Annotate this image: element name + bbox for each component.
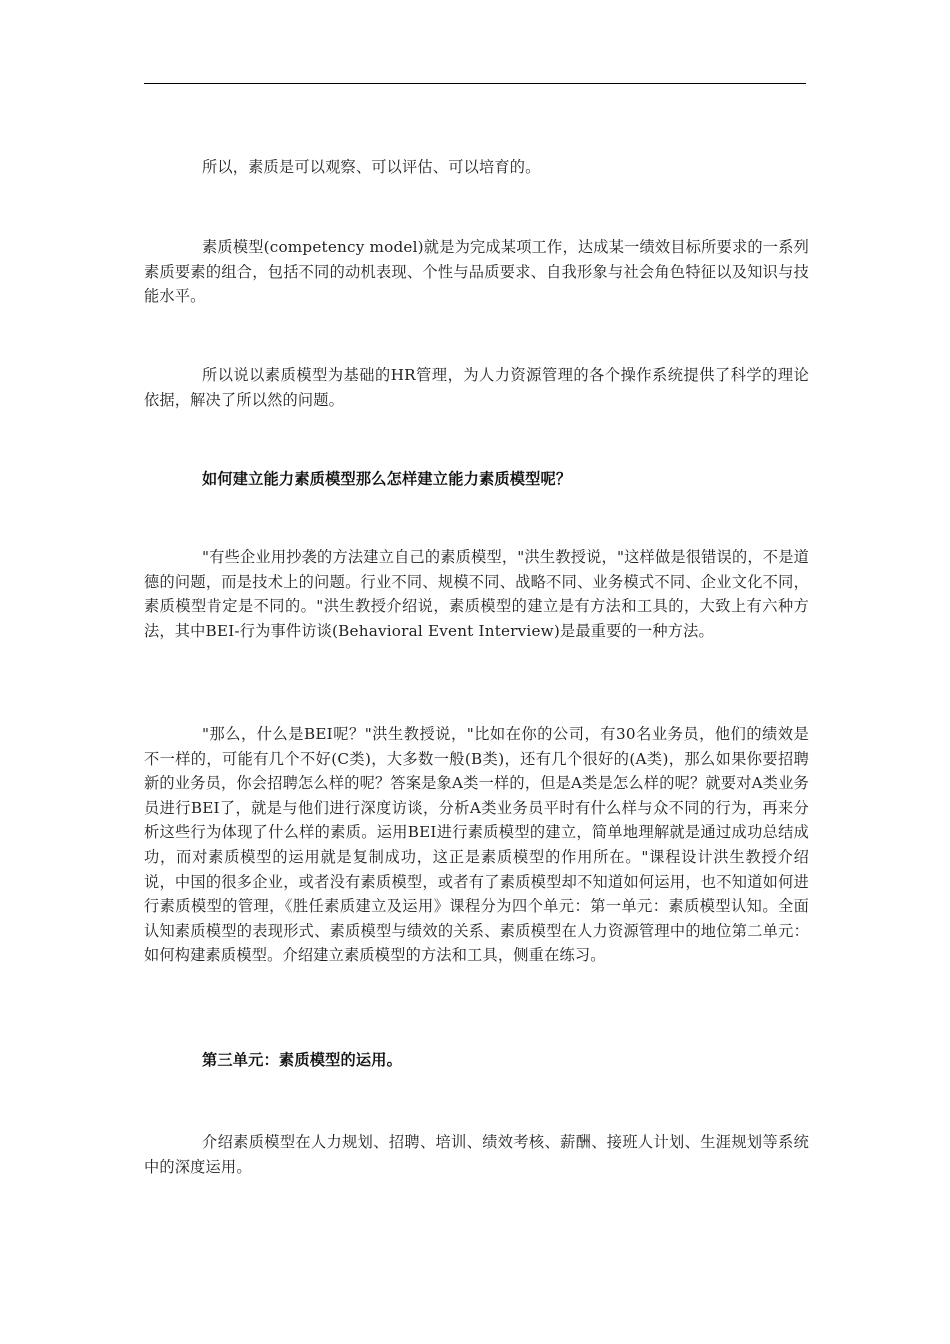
paragraph-quality-observable: 所以，素质是可以观察、可以评估、可以培育的。 [202,158,541,176]
paragraph-model-application: 介绍素质模型在人力规划、招聘、培训、绩效考核、薪酬、接班人计划、生涯规划等系统中的深度运用。 [144,1133,809,1176]
paragraph-what-is-bei: "那么，什么是BEI呢？"洪生教授说，"比如在你的公司，有30名业务员，他们的绩效是不一样的，可能有几个不好(C类)，大多数一般(B类)，还有几个很好的(A类)，那么如果你要招聘新的业务员，你会招聘怎么样的呢？答案是象A类一样的，但是A类是怎么样的呢？就要对A类业务员进行BEI了，就是与他们进行深度访谈，分析A类业务员平时有什么样与众不同的行为，再来分析这些行为体现了什么样的素质。运用BEI进行素质模型的建立，简单地理解就是通过成功总结成功，而对素质模型的运用就是复制成功，这正是素质模型的作用所在。"课程设计洪生教授介绍说，中国的很多企业，或者没有素质模型，或者有了素质模型却不知道如何运用，也不知道如何进行素质模型的管理，《胜任素质建立及运用》课程分为四个单元：第一单元：素质模型认知。全面认知素质模型的表现形式、素质模型与绩效的关系、素质模型在人力资源管理中的地位第二单元：如何构建素质模型。介绍建立素质模型的方法和工具，侧重在练习。 [144,725,809,965]
paragraph-hr-management-basis: 所以说以素质模型为基础的HR管理，为人力资源管理的各个操作系统提供了科学的理论依据，解决了所以然的问题。 [144,366,809,409]
paragraph-copying-methods: "有些企业用抄袭的方法建立自己的素质模型，"洪生教授说，"这样做是很错误的，不是道德的问题，而是技术上的问题。行业不同、规模不同、战略不同、业务模式不同、企业文化不同，素质模型肯定是不同的。"洪生教授介绍说，素质模型的建立是有方法和工具的，大致上有六种方法，其中BEI-行为事件访谈(Behavioral Event Interview)是最重要的一种方法。 [144,548,809,640]
heading-how-to-build-model: 如何建立能力素质模型那么怎样建立能力素质模型呢？ [202,470,572,488]
header-rule [144,83,806,84]
paragraph-competency-model-definition: 素质模型(competency model)就是为完成某项工作，达成某一绩效目标所要求的一系列素质要素的组合，包括不同的动机表现、个性与品质要求、自我形象与社会角色特征以及知识与技能水平。 [144,238,809,306]
heading-unit-three: 第三单元：素质模型的运用。 [202,1051,403,1069]
